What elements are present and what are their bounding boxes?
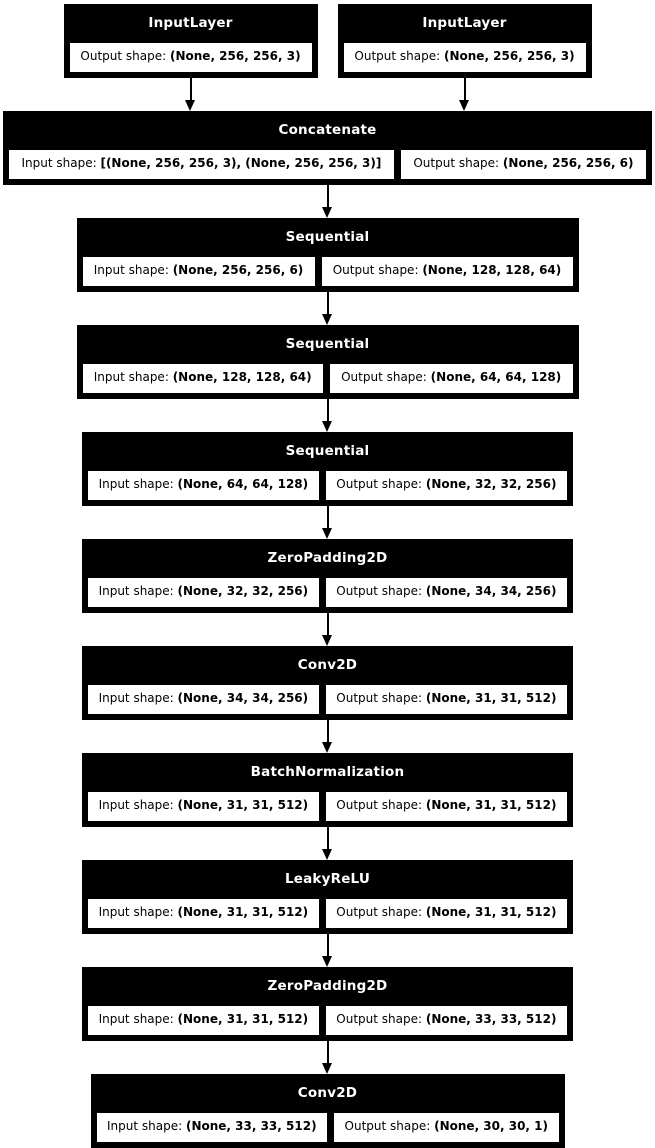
output-shape-cell: [343, 42, 587, 73]
output-shape-cell: [325, 684, 568, 715]
layer-type-label: Conv2D: [297, 657, 358, 673]
layer-shapes-row: [82, 1005, 573, 1041]
layer-type-label: InputLayer: [148, 15, 233, 31]
input-shape-cell: [82, 363, 324, 394]
input-shape-label: Input shape:: [93, 263, 173, 277]
output-shape-cell: [325, 577, 568, 608]
output-shape-cell: [321, 256, 574, 287]
layer-shapes-row: [338, 42, 592, 78]
flow-arrow: [322, 1041, 334, 1074]
output-shape-label: Output shape:: [344, 1119, 435, 1133]
output-shape-cell: [325, 1005, 568, 1036]
input-shape-value: (None, 256, 256, 6): [172, 263, 304, 277]
layer-node-zero-padding2d-2: [82, 967, 573, 1041]
output-shape-label: Output shape:: [336, 691, 426, 705]
arrow-stem: [327, 506, 329, 529]
layer-type-label: Sequential: [285, 336, 370, 352]
output-shape-cell: [333, 1112, 559, 1143]
arrowhead-icon: [322, 956, 332, 967]
arrow-stem: [464, 78, 466, 101]
layer-shapes-row: [82, 791, 573, 827]
flow-arrow: [322, 613, 334, 646]
arrowhead-icon: [322, 1063, 332, 1074]
output-shape-value: (None, 128, 128, 64): [422, 263, 562, 277]
input-shape-label: Input shape:: [98, 477, 178, 491]
layer-shapes-row: [64, 42, 318, 78]
layer-node-zero-padding2d-1: [82, 539, 573, 613]
arrow-stem: [327, 399, 329, 422]
layer-shapes-row: [77, 363, 579, 399]
input-shape-cell: [8, 149, 395, 180]
layer-shapes-row: [82, 684, 573, 720]
layer-type-label: ZeroPadding2D: [267, 978, 388, 994]
layer-node-sequential-1: [77, 218, 579, 292]
layer-node-conv2d-1: [82, 646, 573, 720]
arrowhead-icon: [322, 528, 332, 539]
arrowhead-icon: [322, 314, 332, 325]
input-shape-cell: [82, 256, 316, 287]
layer-type-label: LeakyReLU: [284, 871, 371, 887]
layer-node-batch-normalization: [82, 753, 573, 827]
layer-type-label: ZeroPadding2D: [267, 550, 388, 566]
output-shape-label: Output shape:: [336, 1012, 426, 1026]
input-shape-cell: [96, 1112, 329, 1143]
input-shape-value: (None, 34, 34, 256): [177, 691, 309, 705]
input-shape-label: Input shape:: [98, 905, 178, 919]
flow-arrow: [322, 185, 334, 218]
edge-row: [0, 399, 655, 432]
layer-node-input-layer-2: [338, 4, 592, 78]
output-shape-label: Output shape:: [332, 263, 423, 277]
edge-row: [0, 506, 655, 539]
output-shape-value: (None, 31, 31, 512): [425, 798, 557, 812]
output-shape-label: Output shape:: [80, 49, 170, 63]
input-shape-label: Input shape:: [93, 370, 173, 384]
arrowhead-icon: [322, 207, 332, 218]
flow-arrow: [322, 506, 334, 539]
input-shape-label: Input shape:: [98, 798, 178, 812]
flow-arrow: [322, 827, 334, 860]
layer-type-label: BatchNormalization: [250, 764, 405, 780]
output-shape-value: (None, 34, 34, 256): [425, 584, 557, 598]
arrow-stem: [327, 827, 329, 850]
layer-shapes-row: [82, 470, 573, 506]
layer-shapes-row: [77, 256, 579, 292]
edge-row: [0, 78, 655, 111]
output-shape-value: (None, 33, 33, 512): [425, 1012, 557, 1026]
layer-node-input-layer-1: [64, 4, 318, 78]
layer-node-leaky-relu: [82, 860, 573, 934]
output-shape-label: Output shape:: [354, 49, 444, 63]
input-layer-row: [64, 4, 592, 78]
input-shape-value: (None, 32, 32, 256): [177, 584, 309, 598]
flow-arrow: [459, 78, 471, 111]
layer-shapes-row: [3, 149, 652, 185]
output-shape-cell: [325, 470, 568, 501]
input-shape-value: (None, 128, 128, 64): [172, 370, 312, 384]
layer-node-conv2d-2: [91, 1074, 565, 1148]
input-shape-value: (None, 31, 31, 512): [177, 798, 309, 812]
output-shape-value: (None, 256, 256, 6): [502, 156, 634, 170]
flow-arrow: [322, 292, 334, 325]
layer-shapes-row: [82, 577, 573, 613]
arrowhead-icon: [322, 742, 332, 753]
layer-shapes-row: [91, 1112, 565, 1148]
input-shape-label: Input shape:: [98, 584, 178, 598]
output-shape-label: Output shape:: [336, 798, 426, 812]
output-shape-value: (None, 256, 256, 3): [443, 49, 575, 63]
output-shape-label: Output shape:: [336, 905, 426, 919]
output-shape-value: (None, 31, 31, 512): [425, 905, 557, 919]
arrowhead-icon: [322, 421, 332, 432]
output-shape-value: (None, 256, 256, 3): [169, 49, 301, 63]
edge-row: [0, 1041, 655, 1074]
flow-arrow: [322, 399, 334, 432]
input-shape-value: (None, 33, 33, 512): [185, 1119, 317, 1133]
arrow-stem: [327, 613, 329, 636]
input-shape-cell: [87, 470, 320, 501]
flow-arrow: [322, 934, 334, 967]
layer-node-sequential-2: [77, 325, 579, 399]
arrow-stem: [327, 185, 329, 208]
output-shape-label: Output shape:: [336, 584, 426, 598]
input-shape-value: (None, 31, 31, 512): [177, 905, 309, 919]
output-shape-value: (None, 64, 64, 128): [430, 370, 562, 384]
arrowhead-icon: [185, 100, 195, 111]
arrow-stem: [327, 934, 329, 957]
edge-row: [0, 292, 655, 325]
input-shape-value: (None, 64, 64, 128): [177, 477, 309, 491]
arrowhead-icon: [322, 849, 332, 860]
arrow-stem: [327, 1041, 329, 1064]
edge-row: [0, 934, 655, 967]
output-shape-value: (None, 32, 32, 256): [425, 477, 557, 491]
input-shape-cell: [87, 1005, 320, 1036]
input-shape-value: (None, 31, 31, 512): [177, 1012, 309, 1026]
output-shape-value: (None, 30, 30, 1): [434, 1119, 549, 1133]
arrow-stem: [327, 292, 329, 315]
layer-node-concatenate: [3, 111, 652, 185]
layer-type-label: InputLayer: [422, 15, 507, 31]
layer-type-label: Sequential: [285, 443, 370, 459]
input-shape-cell: [87, 577, 320, 608]
output-shape-cell: [325, 791, 568, 822]
input-shape-label: Input shape:: [106, 1119, 186, 1133]
arrowhead-icon: [459, 100, 469, 111]
output-shape-label: Output shape:: [341, 370, 431, 384]
input-shape-cell: [87, 791, 320, 822]
input-shape-label: Input shape:: [98, 691, 178, 705]
arrow-stem: [190, 78, 192, 101]
output-shape-value: (None, 31, 31, 512): [425, 691, 557, 705]
layer-shapes-row: [82, 898, 573, 934]
output-shape-label: Output shape:: [336, 477, 426, 491]
layer-type-label: Conv2D: [297, 1085, 358, 1101]
layer-node-sequential-3: [82, 432, 573, 506]
arrow-stem: [327, 720, 329, 743]
edge-row: [0, 185, 655, 218]
input-shape-cell: [87, 684, 320, 715]
input-shape-label: Input shape:: [21, 156, 101, 170]
flow-arrow: [322, 720, 334, 753]
input-shape-cell: [87, 898, 320, 929]
arrowhead-icon: [322, 635, 332, 646]
flow-arrow: [185, 78, 197, 111]
output-shape-cell: [400, 149, 647, 180]
edge-row: [0, 827, 655, 860]
output-shape-cell: [329, 363, 574, 394]
edge-row: [0, 613, 655, 646]
layer-type-label: Concatenate: [278, 122, 377, 138]
edge-row: [0, 720, 655, 753]
output-shape-label: Output shape:: [413, 156, 503, 170]
input-shape-label: Input shape:: [98, 1012, 178, 1026]
layer-type-label: Sequential: [285, 229, 370, 245]
output-shape-cell: [325, 898, 568, 929]
output-shape-cell: [69, 42, 313, 73]
input-shape-value: [(None, 256, 256, 3), (None, 256, 256, 3)]: [100, 156, 382, 170]
